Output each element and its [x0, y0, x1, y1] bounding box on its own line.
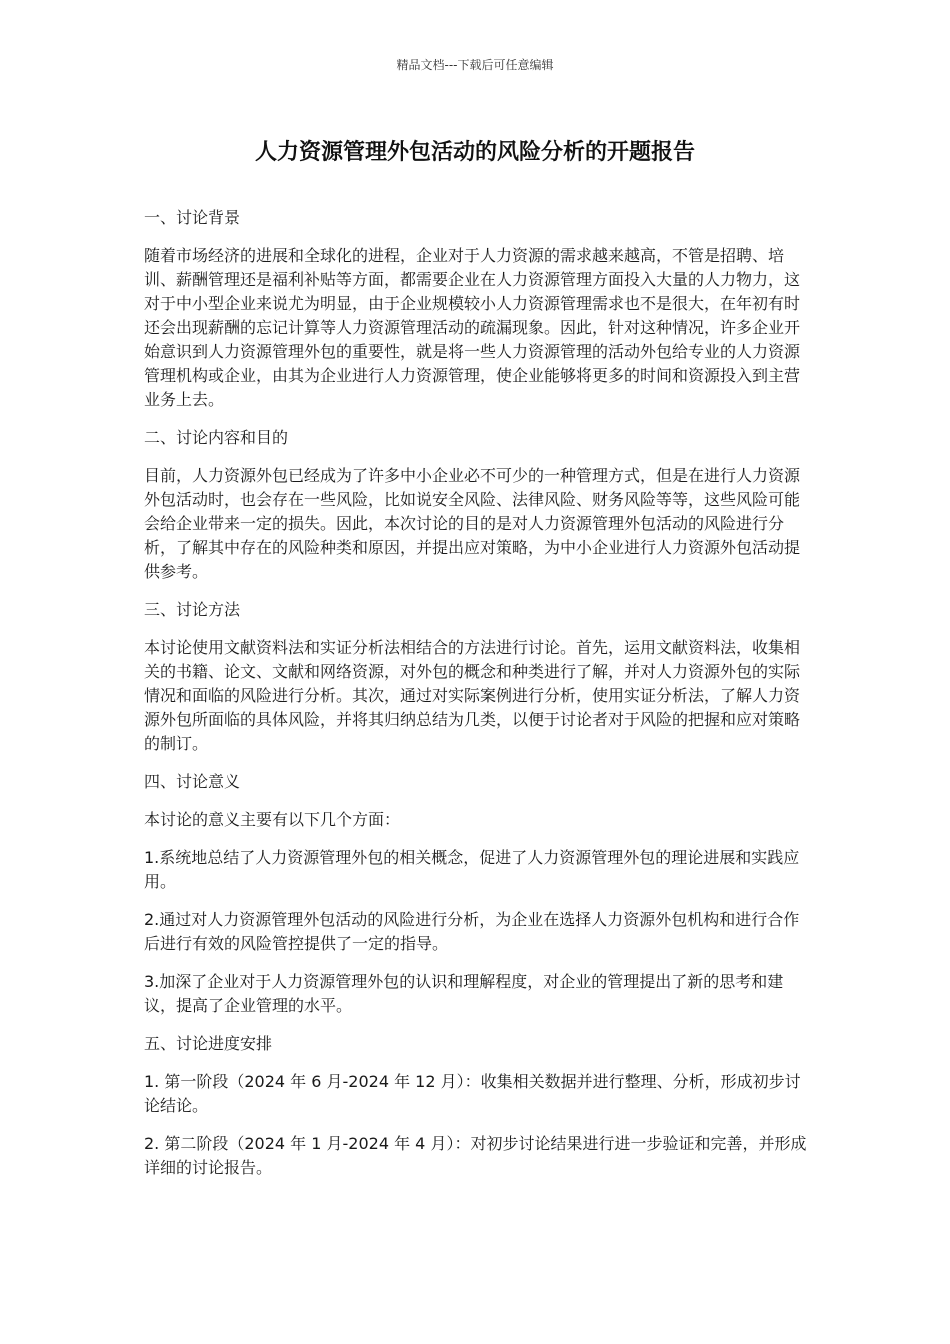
section-heading-method: 三、讨论方法: [144, 600, 241, 619]
list-item-schedule-2: 2. 第二阶段（2024 年 1 月-2024 年 4 月）：对初步讨论结果进行进一步验证和完善，并形成详细的讨论报告。: [144, 1134, 807, 1177]
section-heading-content-purpose: 二、讨论内容和目的: [144, 428, 289, 447]
paragraph-method: 本讨论使用文献资料法和实证分析法相结合的方法进行讨论。首先，运用文献资料法，收集相关的书籍、论文、文献和网络资源，对外包的概念和种类进行了解，并对人力资源外包的实际情况和面临的风险进行分析。其次，通过对实际案例进行分析，使用实证分析法，了解人力资源外包所面临的具体风险，并将其归纳总结为几类，以便于讨论者对于风险的把握和应对策略的制订。: [144, 638, 801, 753]
list-item-significance-1: 1.系统地总结了人力资源管理外包的相关概念，促进了人力资源管理外包的理论进展和实践应用。: [144, 848, 800, 891]
list-item-schedule-1: 1. 第一阶段（2024 年 6 月-2024 年 12 月）：收集相关数据并进行整理、分析，形成初步讨论结论。: [144, 1072, 801, 1115]
document-title: 人力资源管理外包活动的风险分析的开题报告: [254, 140, 695, 165]
section-heading-significance: 四、讨论意义: [144, 772, 241, 791]
paragraph-content-purpose: 目前，人力资源外包已经成为了许多中小企业必不可少的一种管理方式，但是在进行人力资源外包活动时，也会存在一些风险，比如说安全风险、法律风险、财务风险等等，这些风险可能会给企业带来一定的损失。因此，本次讨论的目的是对人力资源管理外包活动的风险进行分析，了解其中存在的风险种类和原因，并提出应对策略，为中小企业进行人力资源外包活动提供参考。: [144, 466, 801, 581]
section-heading-schedule: 五、讨论进度安排: [144, 1034, 273, 1053]
section-heading-background: 一、讨论背景: [144, 208, 241, 227]
document-body: [144, 206, 808, 1194]
page-header-watermark: 精品文档---下载后可任意编辑: [396, 58, 554, 72]
paragraph-significance-intro: 本讨论的意义主要有以下几个方面：: [144, 810, 401, 829]
list-item-significance-3: 3.加深了企业对于人力资源管理外包的认识和理解程度，对企业的管理提出了新的思考和建议，提高了企业管理的水平。: [144, 972, 784, 1015]
paragraph-background: 随着市场经济的进展和全球化的进程，企业对于人力资源的需求越来越高，不管是招聘、培训、薪酬管理还是福利补贴等方面，都需要企业在人力资源管理方面投入大量的人力物力，这对于中小型企业来说尤为明显，由于企业规模较小人力资源管理需求也不是很大，在年初有时还会出现薪酬的忘记计算等人力资源管理活动的疏漏现象。因此，针对这种情况，许多企业开始意识到人力资源管理外包的重要性，就是将一些人力资源管理的活动外包给专业的人力资源管理机构或企业，由其为企业进行人力资源管理，使企业能够将更多的时间和资源投入到主营业务上去。: [144, 246, 801, 409]
list-item-significance-2: 2.通过对人力资源管理外包活动的风险进行分析，为企业在选择人力资源外包机构和进行合作后进行有效的风险管控提供了一定的指导。: [144, 910, 800, 953]
